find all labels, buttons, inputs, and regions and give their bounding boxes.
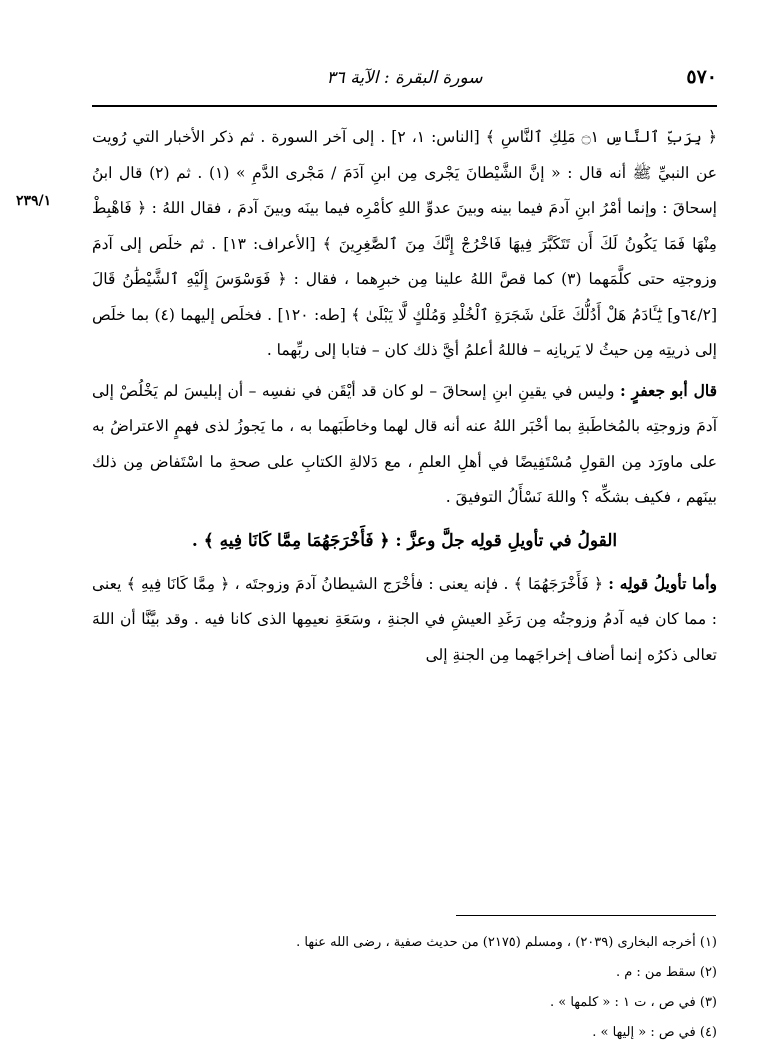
page-header	[92, 58, 717, 98]
paragraph-2-lead: قال أبو جعفرٍ :	[619, 380, 717, 400]
footnote-3: (٣) في ص ، ت ١ : « كلمها » .	[549, 995, 717, 1010]
main-text	[92, 120, 717, 673]
paragraph-2	[92, 373, 717, 516]
running-title: سورة البقرة : الآية ٣٦	[326, 68, 483, 88]
footnote-1: (١) أخرجه البخارى (٢٠٣٩) ، ومسلم (٢١٧٥) من حديث صفية ، رضى الله عنها .	[296, 935, 717, 950]
section-heading: القولُ في تأويلِ قولِه جلَّ وعزَّ : ﴿ فَأَخْرَجَهُمَا مِمَّا كَانَا فِيهِ ﴾ .	[191, 530, 618, 551]
footnote-divider	[456, 915, 716, 916]
page-number: ٥٧٠	[686, 66, 717, 88]
paragraph-3-text: ﴿ فَأَخْرَجَهُمَا ﴾ . فإنه يعنى : فأخْرَج الشيطانُ آدمَ وزوجتَه ، ﴿ مِمَّا كَانَا فِيهِ ﴾ يعنى : مما كان فيه آدمُ وزوجتُه مِن رَغَدِ العيشِ في الجنةِ ، وسَعَةِ نعيمِها الذى كانا فيه . وقد بيَّنَّا أن اللهَ تعالى ذكرُه إنما أضاف إخراجَهما مِن الجنةِ إلى	[92, 574, 717, 664]
margin-reference: ٢٣٩/١	[16, 193, 52, 209]
paragraph-1: ﴿ بِرَبِّ ٱلنَّاسِ ۝١ مَلِكِ ٱلنَّاسِ ﴾ [الناس: ١، ٢] . إلى آخر السورة . ثم ذكر الأخبار التي رُويت عن النبيِّ ﷺ أنه قال : « إنَّ الشَّيْطانَ يَجْرى مِن ابنِ آدَمَ / مَجْرى الدَّمِ » (١) . ثم (٢) قال ابنُ إسحاقَ : وإنما أمْرُ ابنِ آدمَ فيما بينه وبينَ عدوِّ اللهِ كأمْرِه فيما بينَه وبينَ آدمَ ، فقال اللهُ : ﴿ فَاهْبِطْ مِنْهَا فَمَا يَكُونُ لَكَ أَن تَتَكَبَّرَ فِيهَا فَاخْرُجْ إِنَّكَ مِنَ ٱلصَّٰغِرِينَ ﴾ [الأعراف: ١٣] . ثم خلَص إلى آدمَ وزوجتِه حتى كلَّمَهما (٣) كما قصَّ اللهُ علينا مِن خبرِهما ، فقال : ﴿ فَوَسْوَسَ إِلَيْهِ ٱلشَّيْطَٰنُ قَالَ [٦٤/٢و] يَٰٓـَٔادَمُ هَلْ أَدُلُّكَ عَلَىٰ شَجَرَةِ ٱلْخُلْدِ وَمُلْكٍ لَّا يَبْلَىٰ ﴾ [طه: ١٢٠] . فخلَص إليهما (٤) بما خلَص إلى ذريتِه مِن حيثُ لا يَريانِه – فاللهُ أعلمُ أيَّ ذلك كان – فتابا إلى ربِّهما .	[92, 128, 717, 359]
footnote-4: (٤) في ص : « إليها » .	[592, 1025, 717, 1040]
header-divider	[92, 105, 717, 107]
paragraph-3-lead: وأما تأويلُ قولِه :	[608, 573, 717, 593]
footnote-2: (٢) سقط من : م .	[615, 965, 717, 980]
paragraph-2-text: وليس في يقينِ ابنِ إسحاقَ – لو كان قد أيْقَن في نفسِه – أن إبليسَ لم يَخْلُصْ إلى آدمَ وزوجتِه بالمُخاطَبةِ بما أخْبَر اللهُ عنه أنه قال لهما وخاطَبَهما به ، ما يَجوزُ لذى فهمٍ الاعتراضُ به على ماورَد مِن القولِ مُسْتَفِيضًا في أهلِ العلمِ ، مع دَلالةِ الكتابِ على صحةِ ما اسْتَفاض مِن ذلك بينَهم ، فكيف بشكِّه ؟ واللهَ نَسْأَلُ التوفيقَ .	[92, 381, 717, 506]
paragraph-3	[92, 566, 717, 674]
footnotes	[92, 928, 717, 1048]
